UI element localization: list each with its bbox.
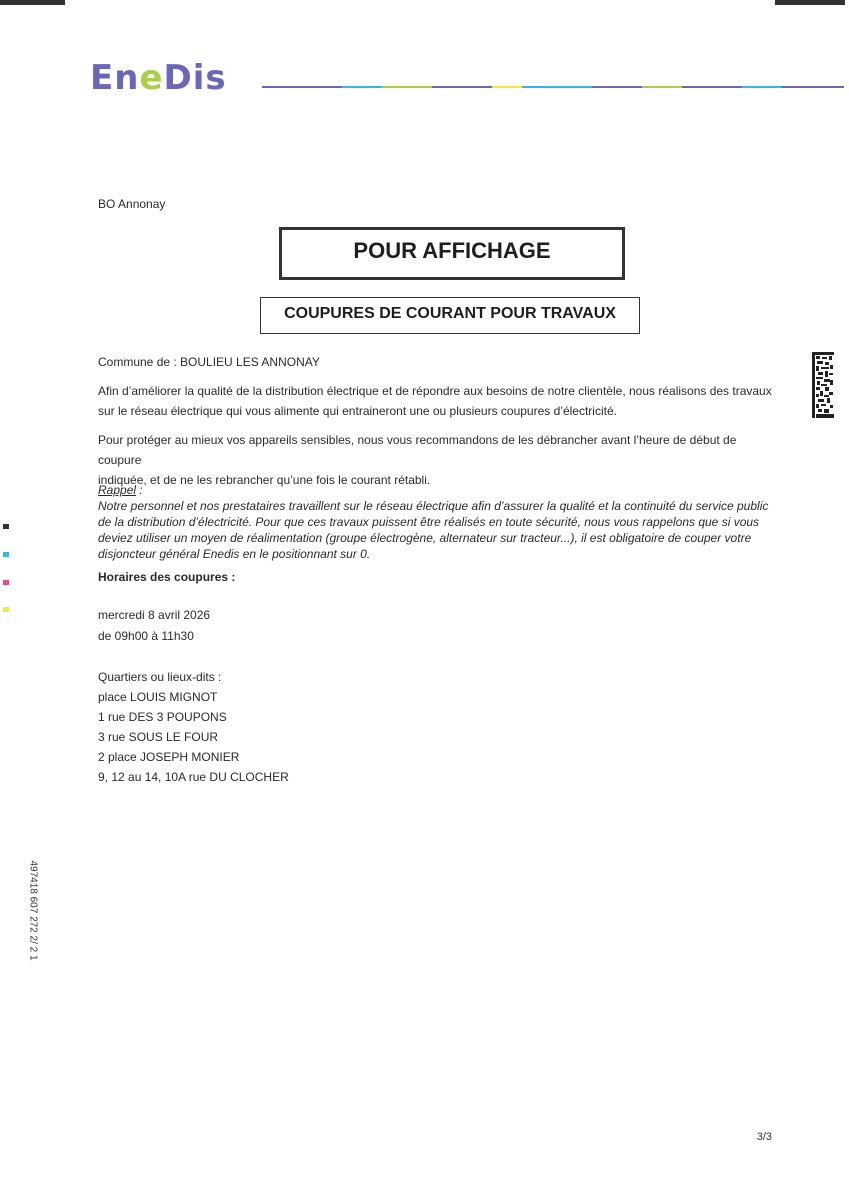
advice-paragraph	[98, 430, 778, 490]
enedis-logo: EneDis	[90, 58, 227, 98]
list-item: place LOUIS MIGNOT	[98, 690, 218, 704]
side-reference-code: 497418 607 272 2/ 2 1	[27, 860, 39, 961]
schedule-heading: Horaires des coupures :	[98, 570, 236, 584]
reminder-line-2: de la distribution d’électricité. Pour que ces travaux puissent être réalisés en toute sécurité, nous vous rappelons que si vous	[98, 515, 760, 529]
advice-line-2: indiquée, et de ne les rebrancher qu’une fois le courant rétabli.	[98, 473, 431, 487]
reminder-heading: Rappel :	[98, 483, 143, 497]
intro-paragraph	[98, 381, 778, 421]
registration-mark-yellow	[3, 607, 9, 612]
list-item: 1 rue DES 3 POUPONS	[98, 710, 227, 724]
datamatrix-code	[812, 352, 834, 418]
schedule-date: mercredi 8 avril 2026	[98, 608, 211, 622]
reminder-line-4: disjoncteur général Enedis en le positionnant sur 0.	[98, 547, 371, 561]
notice-title-box	[279, 227, 625, 280]
reminder-line-1: Notre personnel et nos prestataires travaillent sur le réseau électrique afin d’assurer la qualité et la continuité du service public	[98, 499, 769, 513]
page-number: 3/3	[756, 1131, 772, 1143]
registration-mark-magenta	[3, 580, 9, 585]
intro-line-2: sur le réseau électrique qui vous alimente qui entraineront une ou plusieurs coupures d’électricité.	[98, 404, 617, 418]
office-label: BO Annonay	[98, 197, 166, 211]
notice-title: POUR AFFICHAGE	[353, 238, 551, 263]
schedule-time: de 09h00 à 11h30	[98, 629, 194, 643]
registration-mark-black	[3, 524, 9, 529]
list-item: 9, 12 au 14, 10A rue DU CLOCHER	[98, 770, 289, 784]
locations-block	[98, 667, 289, 787]
crop-mark-left	[0, 0, 65, 5]
registration-mark-cyan	[3, 552, 9, 557]
commune-label: Commune de : BOULIEU LES ANNONAY	[98, 355, 320, 369]
list-item: 3 rue SOUS LE FOUR	[98, 730, 219, 744]
header-rule	[262, 86, 844, 88]
advice-line-1: Pour protéger au mieux vos appareils sensibles, nous vous recommandons de les débrancher avant l’heure de début de coupure	[98, 433, 737, 467]
locations-heading: Quartiers ou lieux-dits :	[98, 670, 222, 684]
intro-line-1: Afin d’améliorer la qualité de la distribution électrique et de répondre aux besoins de notre clientèle, nous réalisons des travaux	[98, 384, 772, 398]
list-item: 2 place JOSEPH MONIER	[98, 750, 240, 764]
notice-subtitle-box	[260, 297, 640, 334]
crop-mark-right	[775, 0, 845, 5]
reminder-line-3: deviez utiliser un moyen de réalimentation (groupe électrogène, alternateur sur tracteur...), il est obligatoire de couper votre	[98, 531, 752, 545]
notice-subtitle: COUPURES DE COURANT POUR TRAVAUX	[284, 305, 616, 322]
reminder-block	[98, 482, 788, 562]
